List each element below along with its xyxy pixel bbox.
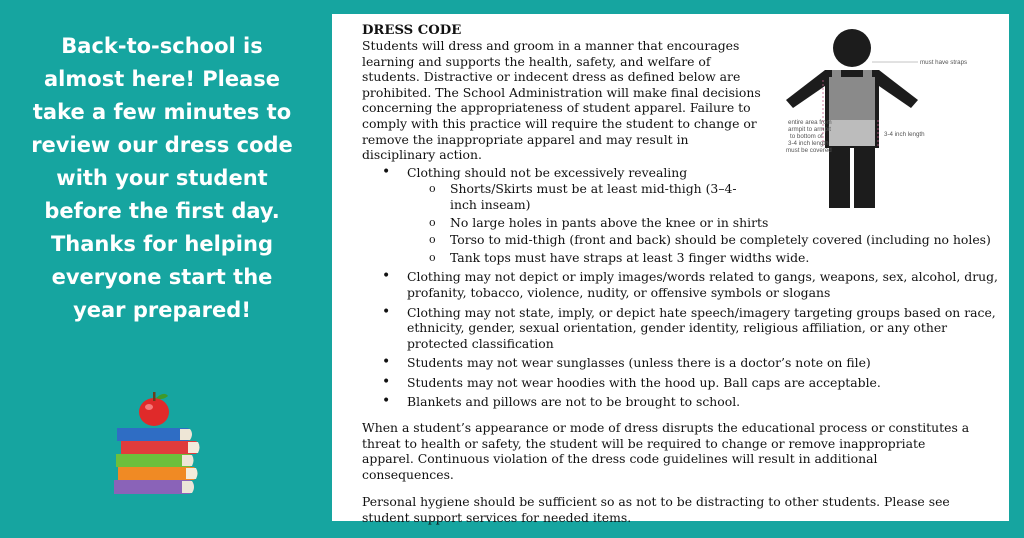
rule-subitem: o Torso to mid-thigh (front and back) should be completely covered (including no holes) [407, 232, 999, 248]
consequences-paragraph: When a student’s appearance or mode of dress disrupts the educational process or constitutes a threat to health or safety, the student will be required to change or remove inappropriate apparel. Continuous violation of the dress code guidelines will result in additional consequences. [362, 420, 970, 482]
hygiene-paragraph: Personal hygiene should be sufficient so as not to be distracting to other students. Please see student support services for needed items. [362, 494, 950, 526]
rule-item: • Students may not wear sunglasses (unless there is a doctor’s note on file) [362, 355, 999, 371]
rule-subitem: o Shorts/Skirts must be at least mid-thigh (3–4-inch inseam) [407, 181, 750, 212]
rule-subitem: o No large holes in pants above the knee or in shirts [407, 215, 999, 231]
rule-item: • Blankets and pillows are not to be brought to school. [362, 394, 999, 410]
document-title: DRESS CODE [362, 23, 462, 38]
intro-paragraph: Students will dress and groom in a manner that encourages learning and supports the health, safety, and welfare of students. Distractive or indecent dress as defined below are prohibited. The School Administration will make final decisions concerning the appropriateness of student apparel. Failure to comply with this practice will require the student to change or remove the inappropriate apparel and may result in disciplinary action. [362, 38, 761, 163]
rule-item: • Students may not wear hoodies with the hood up. Ball caps are acceptable. [362, 375, 999, 391]
label-area-line1: entire area from [788, 119, 832, 126]
dress-code-rules-list [362, 165, 999, 410]
rule-item: • Clothing may not depict or imply images/words related to gangs, weapons, sex, alcohol, drug, profanity, tobacco, violence, nudity, or offensive symbols or slogans [362, 269, 999, 300]
rule-subitem: o Tank tops must have straps at least 3 finger widths wide. [407, 250, 999, 266]
rule-item [362, 165, 999, 266]
label-area-line5: must be covered [786, 147, 832, 154]
label-area-line2: armpit to armpit [788, 126, 831, 133]
back-to-school-message: Back-to-school is almost here! Please take a few minutes to review our dress code with your student before the first day. Thanks for helping everyone start the year prepared! [31, 34, 293, 322]
dress-code-document [332, 14, 1009, 526]
label-area-line3: to bottom of [790, 133, 823, 140]
stack-of-books-with-apple-icon [108, 388, 208, 503]
rule-text: Clothing should not be excessively revealing [407, 164, 688, 180]
label-3-4-inch-length: 3-4 inch length [884, 131, 925, 138]
label-must-have-straps: must have straps [920, 59, 968, 66]
rule-item: • Clothing may not state, imply, or depict hate speech/imagery targeting groups based on race, ethnicity, gender, sexual orientation, gender identity, religious affiliation, or any other protected classification [362, 305, 999, 352]
rule-subitems [407, 181, 999, 265]
label-area-line4: 3-4 inch length [788, 140, 829, 147]
